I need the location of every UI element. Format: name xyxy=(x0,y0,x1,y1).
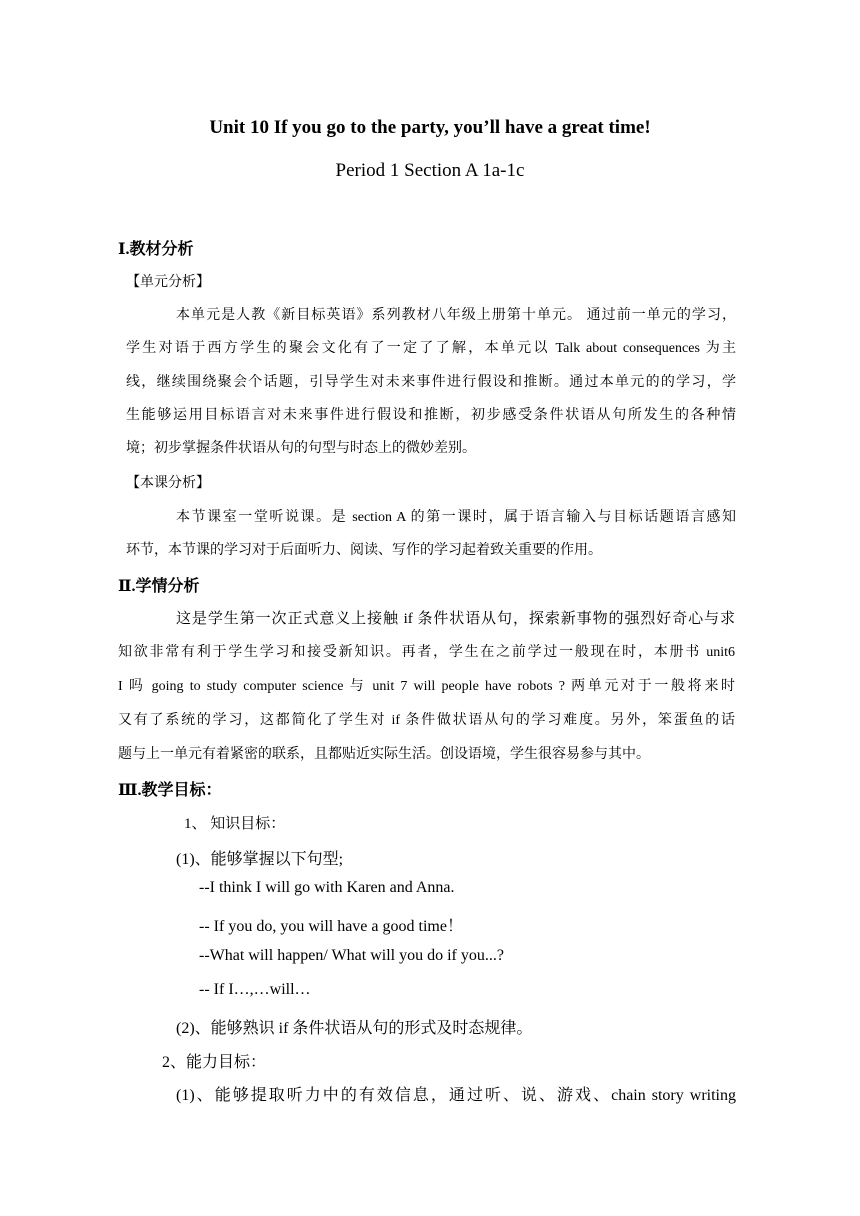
example-sentence: -- If I…,…will… xyxy=(199,981,311,998)
goal-ability-title: 2、能力目标： xyxy=(162,1054,267,1071)
paragraph-line: 又有了系统的学习，这都简化了学生对 if 条件做状语从句的学习难度。另外，笨蛋鱼的话 xyxy=(118,713,735,728)
subheading-unit-analysis: 【单元分析】 xyxy=(126,275,210,290)
paragraph-line: 本单元是人教《新目标英语》系列教材八年级上册第十单元。 通过前一单元的学习， xyxy=(176,308,736,323)
paragraph-line: 线，继续围绕聚会个话题，引导学生对未来事件进行假设和推断。通过本单元的的学习，学 xyxy=(126,375,736,390)
paragraph-line: I 吗 going to study computer science 与 unit 7 will people have robots ? 两单元对于一般将来时 xyxy=(118,679,735,694)
goal-knowledge-title: 1、 知识目标： xyxy=(184,816,286,832)
section-heading-student-analysis: Ⅱ.学情分析 xyxy=(118,578,200,595)
paragraph-line: 环节，本节课的学习对于后面听力、阅读、写作的学习起着致关重要的作用。 xyxy=(126,543,602,558)
paragraph-line: 这是学生第一次正式意义上接触 if 条件状语从句，探索新事物的强烈好奇心与求 xyxy=(176,611,735,627)
paragraph-line: 知欲非常有利于学生学习和接受新知识。再者，学生在之前学过一般现在时，本册书 unit6 xyxy=(118,645,735,660)
page-title: Unit 10 If you go to the party, you’ll have a great time! xyxy=(209,117,651,138)
goal-item: (2)、能够熟识 if 条件状语从句的形式及时态规律。 xyxy=(176,1020,533,1037)
example-sentence: -- If you do, you will have a good time！ xyxy=(199,918,463,935)
paragraph-line: 生能够运用目标语言对未来事件进行假设和推断，初步感受条件状语从句所发生的各种情 xyxy=(126,408,736,423)
paragraph-line: 境；初步掌握条件状语从句的句型与时态上的微妙差别。 xyxy=(126,441,476,456)
goal-item: (1)、能够提取听力中的有效信息，通过听、说、游戏、chain story writing xyxy=(176,1087,736,1104)
example-sentence: --What will happen/ What will you do if you...? xyxy=(199,947,504,964)
paragraph-line: 本节课室一堂听说课。是 section A 的第一课时，属于语言输入与目标话题语言感知 xyxy=(176,510,736,525)
subheading-lesson-analysis: 【本课分析】 xyxy=(126,476,210,491)
paragraph-line: 题与上一单元有着紧密的联系，且都贴近实际生活。创设语境，学生很容易参与其中。 xyxy=(118,747,650,762)
section-heading-teaching-goals: Ⅲ.教学目标： xyxy=(118,782,222,799)
example-sentence: --I think I will go with Karen and Anna. xyxy=(199,879,455,896)
paragraph-line: 学生对语于西方学生的聚会文化有了一定了了解，本单元以 Talk about consequences 为主 xyxy=(126,341,736,356)
page-subtitle: Period 1 Section A 1a-1c xyxy=(335,160,525,181)
goal-item: (1)、能够掌握以下句型; xyxy=(176,851,344,868)
section-heading-textbook-analysis: Ⅰ.教材分析 xyxy=(118,241,194,258)
